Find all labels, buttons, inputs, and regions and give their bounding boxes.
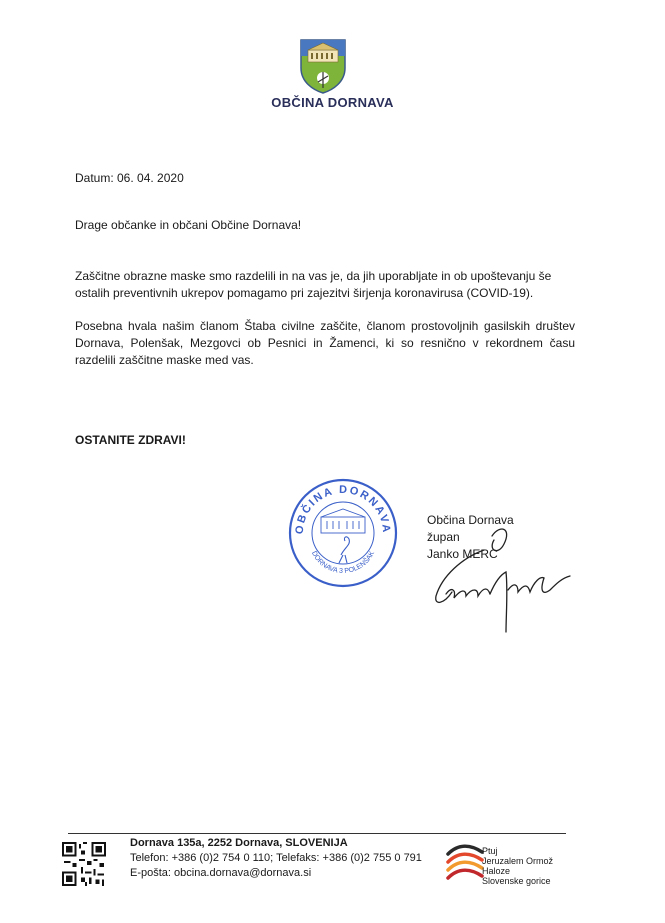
letter-paragraph-2: Posebna hvala našim članom Štaba civilne zaščite, članom prostovoljnih gasilskih društev Dornava, Polenšak, Mezgovci ob Pesnici in Žamenci, ki so resnično v rekordnem času razdelili zaščitne maske med vas. [75,319,575,367]
letter-paragraph-1: Zaščitne obrazne maske smo razdelili in na vas je, da jih uporabljate in ob upoštevanju še ostalih preventivnih ukrepov pomagamo pri zajezitvi širjenja koronavirusa (COVID-19). [75,269,552,300]
footer-divider [68,833,566,834]
qr-code-icon[interactable] [62,842,106,886]
stork-icon [339,537,349,563]
region-name-haloze: Haloze [482,866,511,876]
footer-email[interactable]: E-pošta: obcina.dornava@dornava.si [130,867,312,879]
stamp-text-top: OBČINA DORNAVA [293,483,393,535]
region-name-slovenske-gorice: Slovenske gorice [482,876,551,886]
municipality-crest-icon [299,38,347,94]
official-stamp [287,477,399,589]
footer-contact [130,836,422,881]
letter-greeting: Drage občanke in občani Občine Dornava! [75,218,302,232]
stamp-text-bottom: DORNAVA 3 POLENŠAK [309,550,377,576]
signature-name: Janko MERC [427,547,498,561]
region-name-jeruzalem-ormoz: Jeruzalem Ormož [482,856,554,866]
region-names [482,846,553,886]
municipality-title: OBČINA DORNAVA [271,95,394,110]
signature-role: župan [427,530,460,544]
castle-icon [321,509,365,533]
handwritten-signature [422,520,582,640]
region-name-ptuj: Ptuj [482,846,498,856]
signature-organisation: Občina Dornava [427,513,514,527]
footer-phones: Telefon: +386 (0)2 754 0 110; Telefaks: +386 (0)2 755 0 791 [130,852,422,864]
letter-closing: OSTANITE ZDRAVI! [75,433,186,447]
letter-date: Datum: 06. 04. 2020 [75,171,184,185]
footer-address: Dornava 135a, 2252 Dornava, SLOVENIJA [130,837,348,849]
